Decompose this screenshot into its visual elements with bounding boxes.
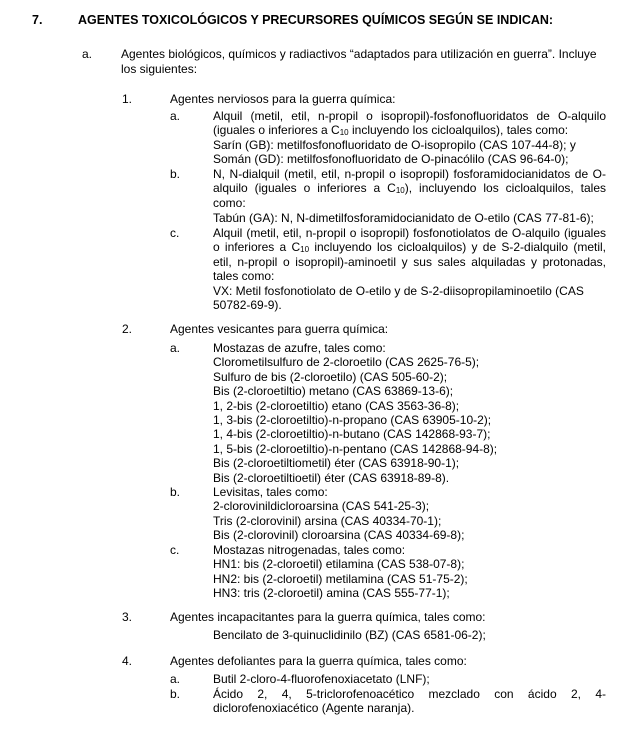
list-item: Bis (2-cloroetiltiometil) éter (CAS 63918-90-1); [213, 456, 460, 471]
list-heading: Mostazas nitrogenadas, tales como: [213, 543, 406, 557]
item-2-number: 2. [122, 322, 133, 336]
item-4b-letter: b. [170, 687, 181, 701]
item-2a-list [213, 341, 497, 485]
list-item: 2-clorovinildicloroarsina (CAS 541-25-3); [213, 499, 430, 514]
item-4a-letter: a. [170, 672, 181, 686]
subsection-letter: a. [82, 47, 93, 61]
item-1b-examples [213, 211, 594, 225]
item-1b-letter: b. [170, 167, 181, 181]
list-item: Bis (2-cloroetiltioetil) éter (CAS 63918-89-8). [213, 470, 450, 485]
item-2-title: Agentes vesicantes para guerra química: [170, 322, 389, 336]
list-heading: Mostazas de azufre, tales como: [213, 341, 386, 355]
item-1c-example: VX: Metil fosfonotiolato de O-etilo y de S-2-diisopropilaminoetilo (CAS 50782-69-9). [213, 284, 584, 313]
example-line: Sarín (GB): metilfosfonofluoridato de O-isopropilo (CAS 107-44-8); y [213, 138, 576, 152]
item-1-title: Agentes nerviosos para la guerra química: [170, 92, 396, 106]
item-2c-letter: c. [170, 543, 180, 557]
item-1a-examples [213, 138, 576, 167]
item-3-number: 3. [122, 610, 133, 624]
list-item: 1, 3-bis (2-cloroetiltio)-n-propano (CAS 63905-10-2); [213, 412, 492, 427]
item-1b-text: N, N-dialquil (metil, etil, n-propil o isopropil) fosforamidocianidatos de O-alquilo (iguales o inferiores a $C_{10}$), incluyendo los cicloalquilos, tales como: [213, 167, 606, 210]
list-item: Bencilato de 3-quinuclidinilo (BZ) (CAS 6581-06-2); [213, 628, 486, 642]
item-3-example [213, 628, 486, 642]
item-1c-letter: c. [170, 226, 180, 240]
list-item: 1, 5-bis (2-cloroetiltio)-n-pentano (CAS 142868-94-8); [213, 441, 498, 456]
item-2a-letter: a. [170, 341, 181, 355]
item-1-number: 1. [122, 92, 133, 106]
list-heading: Levisitas, tales como: [213, 485, 328, 499]
list-item: HN1: bis (2-cloroetil) etilamina (CAS 538-07-8); [213, 557, 465, 572]
list-item: Butil 2-cloro-4-fluorofenoxiacetato (LNF); [213, 672, 430, 686]
item-2b-letter: b. [170, 485, 181, 499]
list-item: Bis (2-cloroetiltio) metano (CAS 63869-13-6); [213, 384, 454, 399]
item-4-number: 4. [122, 654, 133, 668]
list-item: 1, 2-bis (2-cloroetiltio) etano (CAS 3563-36-8); [213, 398, 460, 413]
list-item: Bis (2-clorovinil) cloroarsina (CAS 40334-69-8); [213, 528, 465, 543]
item-4b-text: Ácido 2, 4, 5-triclorofenoacético mezclado con ácido 2, 4-diclorofenoxiacético (Agente naranja). [213, 687, 606, 716]
list-item: HN2: bis (2-cloroetil) metilamina (CAS 51-75-2); [213, 571, 468, 586]
item-1c-text: Alquil (metil, etil, n-propil o isopropil) fosfonotiolatos de O-alquilo (iguales o inferiores a $C_{10}$ incluyendo los cicloalquilos) y de S-2-dialquilo (metil, etil, n-propil o isopropil)-aminoetil y sus sales alquiladas y protonadas, tales como: [213, 226, 607, 284]
subsection-text: Agentes biológicos, químicos y radiactivos “adaptados para utilización en guerra”. Incluye los siguientes: [121, 47, 597, 76]
section-title: AGENTES TOXICOLÓGICOS Y PRECURSORES QUÍMICOS SEGÚN SE INDICAN: [78, 13, 554, 27]
item-1a-letter: a. [170, 109, 181, 123]
list-item: HN3: tris (2-cloroetil) amina (CAS 555-77-1); [213, 586, 450, 601]
section-number: 7. [32, 13, 43, 27]
item-1a-text: Alquil (metil, etil, n-propil o isopropil)-fosfonofluoridatos de O-alquilo (iguales o inferiores a $C_{10}$ incluyendo los cicloalquilos), tales como: [213, 109, 606, 138]
list-item: Sulfuro de bis (2-cloroetilo) (CAS 505-60-2); [213, 369, 448, 384]
list-item: Clorometilsulfuro de 2-cloroetilo (CAS 2625-76-5); [213, 355, 480, 370]
list-item: 1, 4-bis (2-cloroetiltio)-n-butano (CAS 142868-93-7); [213, 427, 491, 442]
list-item: Tris (2-clorovinil) arsina (CAS 40334-70-1); [213, 513, 442, 528]
item-2c-list [213, 543, 468, 601]
example-line: Somán (GD): metilfosfonofluoridato de O-pinacólilo (CAS 96-64-0); [213, 152, 569, 167]
item-2b-list [213, 485, 464, 543]
item-4a-text [213, 672, 430, 686]
example-line: Tabún (GA): N, N-dimetilfosforamidocianidato de O-etilo (CAS 77-81-6); [213, 211, 594, 225]
item-4-title: Agentes defoliantes para la guerra química, tales como: [170, 654, 467, 668]
item-3-title: Agentes incapacitantes para la guerra química, tales como: [170, 610, 486, 624]
